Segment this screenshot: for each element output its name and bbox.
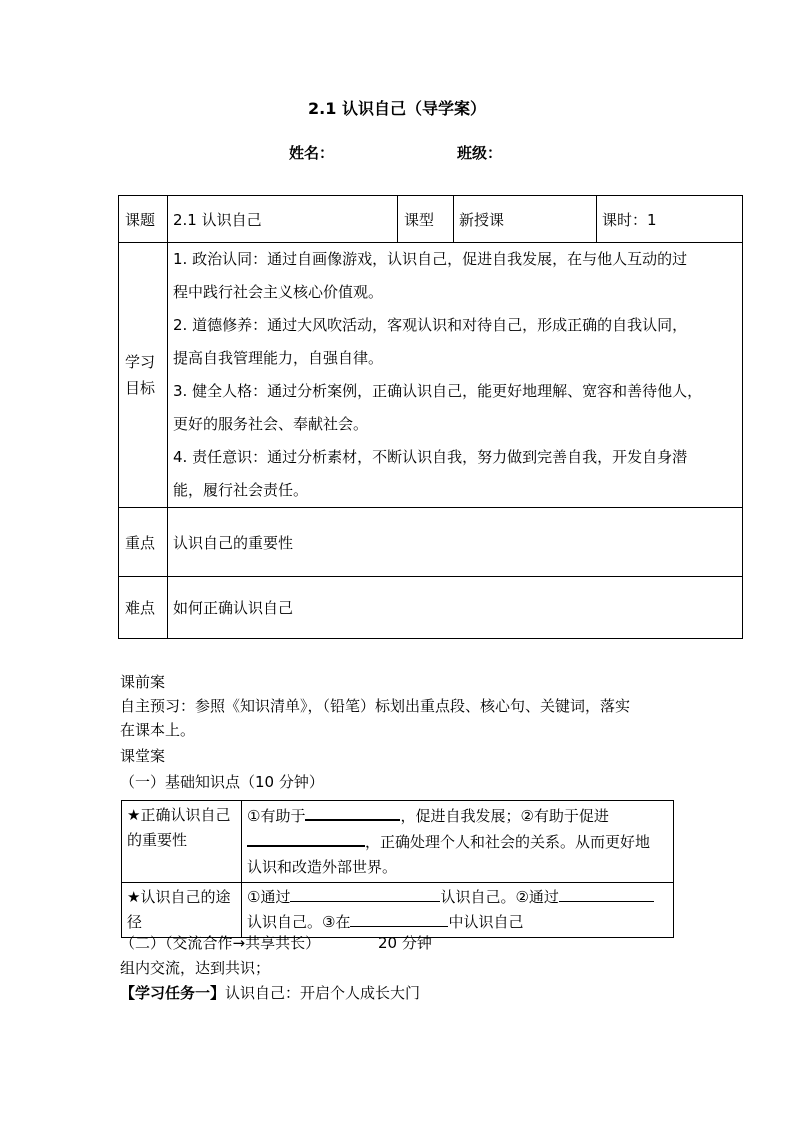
topic-label: 课题 — [119, 196, 168, 243]
page-title: 2.1 认识自己（导学案） — [308, 99, 486, 118]
goals-label — [119, 243, 168, 508]
part2-duration: 20 分钟 — [378, 934, 432, 952]
task-one-line — [120, 982, 420, 1005]
topic-value: 2.1 认识自己 — [168, 196, 398, 243]
goal-line: 程中践行社会主义核心价值观。 — [173, 283, 384, 301]
kp-content — [242, 883, 674, 938]
fill-blank[interactable] — [350, 910, 448, 927]
fill-blank[interactable] — [305, 803, 400, 821]
goal-line: 4. 责任意识：通过分析素材，不断认识自我，努力做到完善自我，开发自身潜 — [173, 448, 688, 466]
kp-text: ①通过 — [247, 888, 291, 906]
lesson-info-table — [118, 195, 743, 639]
goals-content — [168, 243, 743, 508]
kp-text: 认识和改造外部世界。 — [247, 858, 398, 876]
difficult-point-value: 如何正确认识自己 — [168, 577, 743, 639]
part2-heading: （二）（交流合作→共享共长） — [120, 934, 321, 952]
goal-line: 能，履行社会责任。 — [173, 481, 309, 499]
kp-content — [242, 801, 674, 883]
kp-label: ★认识自己的途径 — [122, 883, 242, 938]
part1-heading: （一）基础知识点（10 分钟） — [120, 773, 324, 791]
kp-text: 认识自己。②通过 — [440, 888, 559, 906]
kp-text: 认识自己。③在 — [247, 913, 351, 931]
goals-label-line: 目标 — [125, 379, 156, 397]
table-row — [119, 577, 743, 639]
goal-line: 3. 健全人格：通过分析案例，正确认识自己，能更好地理解、宽容和善待他人， — [173, 382, 703, 400]
difficult-point-label: 难点 — [119, 577, 168, 639]
type-value: 新授课 — [454, 196, 597, 243]
key-point-label: 重点 — [119, 508, 168, 577]
name-label: 姓名： — [289, 144, 335, 162]
hours-value: 课时：1 — [597, 196, 743, 243]
preclass-line: 自主预习：参照《知识清单》，（铅笔）标划出重点段、核心句、关键词，落实 — [120, 697, 631, 715]
class-label: 班级： — [457, 144, 503, 162]
kp-label: ★正确认识自己的重要性 — [122, 801, 242, 883]
kp-text: 中认识自己 — [448, 913, 524, 931]
inclass-heading: 课堂案 — [120, 747, 166, 765]
task-text: 认识自己：开启个人成长大门 — [225, 984, 421, 1002]
table-row — [122, 801, 674, 883]
kp-text: ，促进自我发展；②有助于促进 — [400, 807, 609, 825]
goal-line: 2. 道德修养：通过大风吹活动，客观认识和对待自己，形成正确的自我认同， — [173, 316, 688, 334]
kp-text: ①有助于 — [247, 807, 306, 825]
consensus-line: 组内交流，达到共识； — [120, 959, 271, 977]
goals-label-line: 学习 — [125, 353, 156, 371]
table-row — [119, 243, 743, 508]
knowledge-points-table — [121, 800, 674, 938]
table-row — [119, 508, 743, 577]
fill-blank[interactable] — [290, 885, 440, 902]
goal-line: 提高自我管理能力，自强自律。 — [173, 349, 384, 367]
fill-blank[interactable] — [559, 885, 654, 902]
task-tag: 【学习任务一】 — [120, 984, 226, 1002]
preclass-heading: 课前案 — [120, 673, 166, 691]
type-label: 课型 — [398, 196, 454, 243]
preclass-line: 在课本上。 — [120, 721, 196, 739]
goal-line: 1. 政治认同：通过自画像游戏，认识自己，促进自我发展，在与他人互动的过 — [173, 250, 688, 268]
table-row — [119, 196, 743, 243]
table-row — [122, 883, 674, 938]
kp-text: ，正确处理个人和社会的关系。从而更好地 — [365, 833, 651, 851]
fill-blank[interactable] — [247, 829, 365, 847]
key-point-value: 认识自己的重要性 — [168, 508, 743, 577]
goal-line: 更好的服务社会、奉献社会。 — [173, 415, 369, 433]
